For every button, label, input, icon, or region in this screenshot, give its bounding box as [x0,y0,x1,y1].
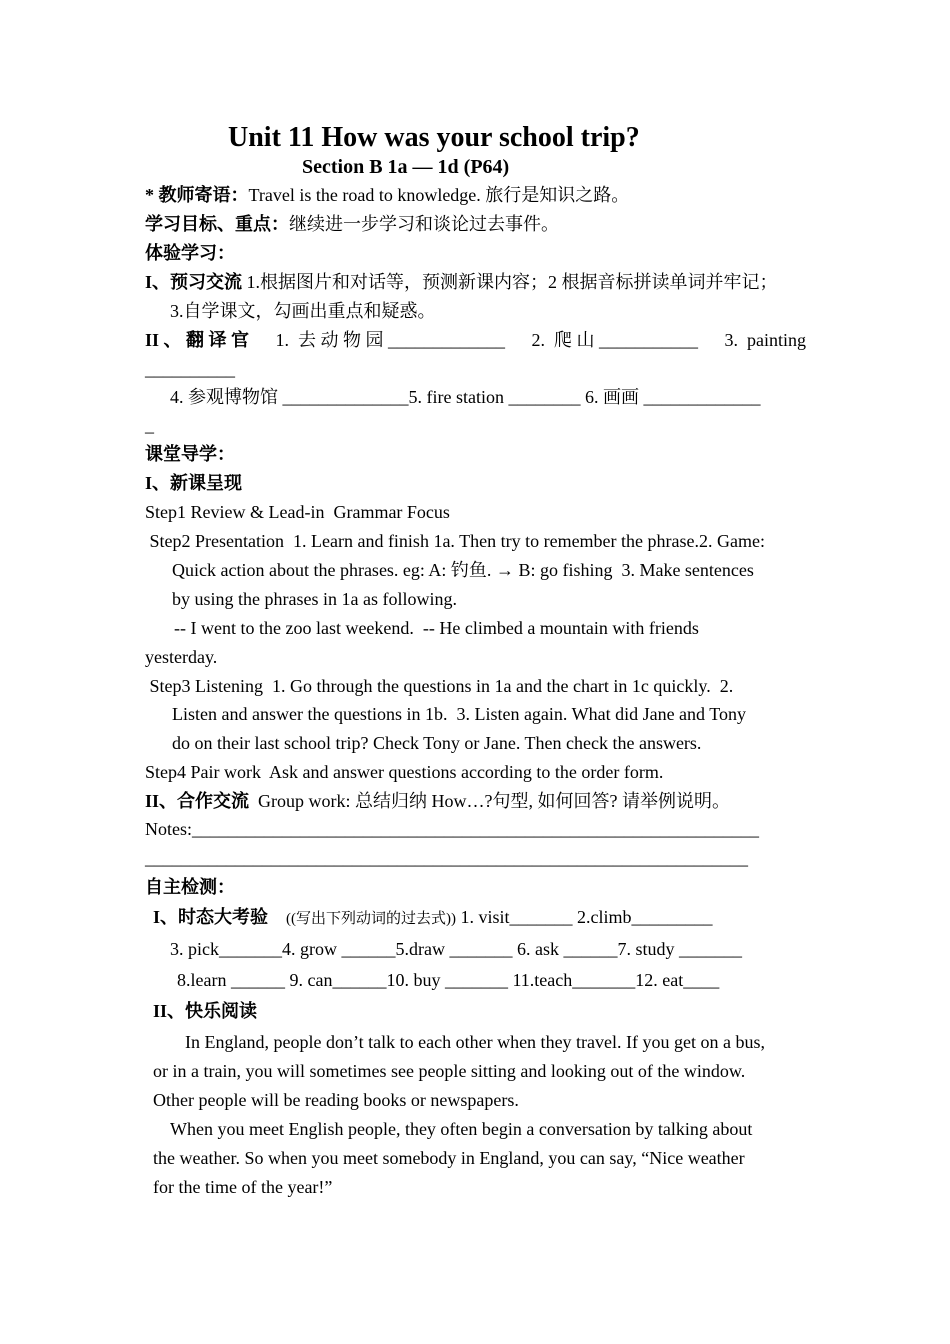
step1: Step1 Review & Lead-in Grammar Focus [145,502,450,522]
experience-heading: 体验学习： [145,243,235,263]
goal-text: 继续进一步学习和谈论过去事件。 [289,214,559,234]
goal-label: 学习目标、重点： [145,214,289,234]
classroom-heading: 课堂导学： [145,444,235,464]
notes-line-1: Notes:_______________________________________________________________ [145,819,759,839]
arrow-icon: → [495,560,514,580]
step3-line-2: Listen and answer the questions in 1b. 3. Listen again. What did Jane and Tony [172,704,746,724]
translator-line-2: __________ [145,359,235,379]
example-line-1: -- I went to the zoo last weekend. -- He climbed a mountain with friends [165,618,699,638]
preview-text: 1.根据图片和对话等，预测新课内容；2 根据音标拼读单词并牢记； [242,272,778,292]
reading-para-2-line-2: the weather. So when you meet somebody in England, you can say, “Nice weather [153,1148,745,1168]
reading-para-1-line-1: In England, people don’t talk to each other when they travel. If you get on a bus, [185,1032,765,1052]
motto-label: * 教师寄语： [145,185,249,205]
learning-goals [145,213,559,235]
step2-line-1: Step2 Presentation 1. Learn and finish 1a. Then try to remember the phrase.2. Game: [145,531,765,551]
cooperation-line [145,790,730,812]
tense-row-1-items: 1. visit_______ 2.climb_________ [456,907,713,927]
step3-line-1: Step3 Listening 1. Go through the questions in 1a and the chart in 1c quickly. 2. [145,676,734,696]
preview-label: I、预习交流 [145,272,243,292]
translator-item-2: 2. 爬 山 ___________ [531,330,698,350]
tense-row-1 [153,906,713,930]
step2-line-3: by using the phrases in 1a as following. [172,589,457,609]
reading-para-2-line-1: When you meet English people, they often begin a conversation by talking about [170,1119,753,1139]
page-title: Unit 11 How was your school trip? [228,122,640,153]
section-subtitle: Section B 1a — 1d (P64) [302,156,510,178]
tense-label: I、时态大考验 [153,907,269,927]
cooperation-label: II、合作交流 [145,791,250,811]
translator-line-1 [145,329,806,351]
step4: Step4 Pair work Ask and answer questions according to the order form. [145,762,664,782]
tense-row-3: 8.learn ______ 9. can______10. buy _______ 11.teach_______12. eat____ [177,970,720,990]
step2-line-2-b: B: go fishing 3. Make sentences [513,560,754,580]
preview-line-2: 3.自学课文，勾画出重点和疑惑。 [170,301,436,321]
new-lesson-label: I、新课呈现 [145,473,243,493]
example-line-2: yesterday. [145,647,218,667]
step3-line-3: do on their last school trip? Check Tony or Jane. Then check the answers. [172,733,702,753]
reading-para-1-line-2: or in a train, you will sometimes see people sitting and looking out of the window. [153,1061,746,1081]
translator-line-4: _ [145,415,154,435]
step2-line-2 [172,559,754,581]
translator-item-1: 1. 去 动 物 园 _____________ [275,330,505,350]
motto-text: Travel is the road to knowledge. 旅行是知识之路。 [248,185,630,205]
translator-line-3: 4. 参观博物馆 ______________5. fire station ________ 6. 画画 _____________ [170,387,761,407]
reading-para-1-line-3: Other people will be reading books or newspapers. [153,1090,519,1110]
step2-line-2-a: Quick action about the phrases. eg: A: 钓鱼. [172,560,496,580]
translator-label: II 、 翻 译 官 [145,330,250,350]
reading-label: II、快乐阅读 [153,1001,258,1021]
tense-row-2: 3. pick_______4. grow ______5.draw _______ 6. ask ______7. study _______ [170,939,742,959]
translator-item-3: 3. painting [724,330,806,350]
self-check-heading: 自主检测： [145,877,235,897]
reading-para-2-line-3: for the time of the year!” [153,1177,333,1197]
preview-line-1 [145,271,778,293]
teacher-motto [145,184,629,206]
notes-line-2: ___________________________________________________________________ [145,848,748,868]
cooperation-text: Group work: 总结归纳 How…?句型, 如何回答? 请举例说明。 [249,791,730,811]
tense-hint: ((写出下列动词的过去式)) [286,911,456,927]
